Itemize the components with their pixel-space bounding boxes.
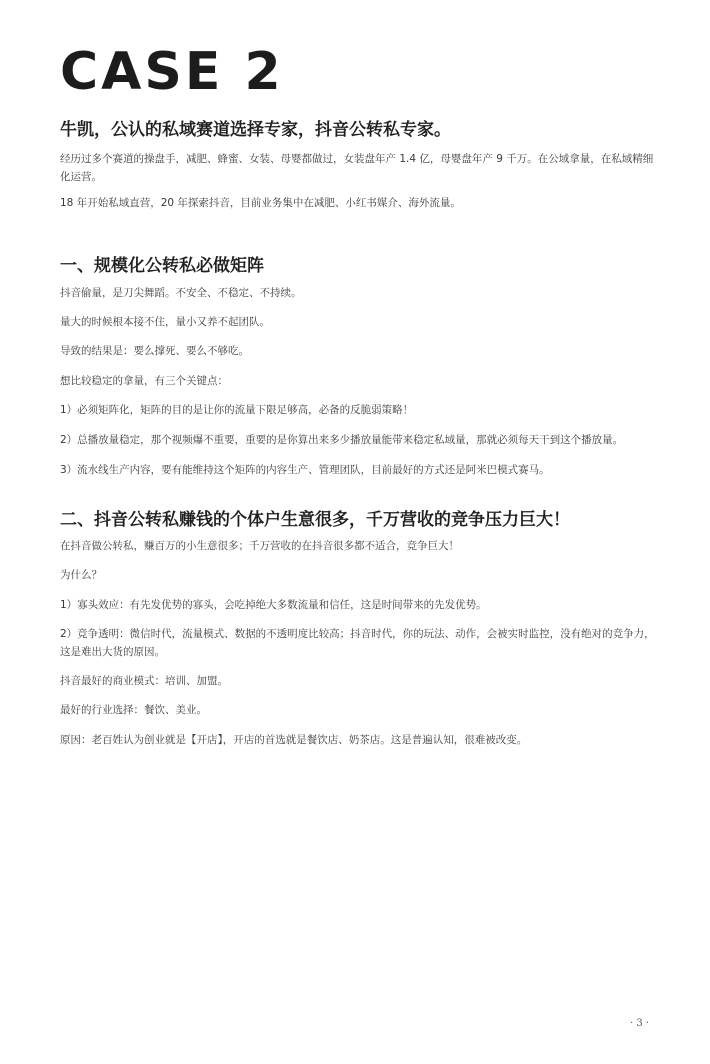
page-number: · 3 · bbox=[630, 1018, 650, 1029]
section2-point-1: 1）寡头效应：有先发优势的寡头，会吃掉绝大多数流量和信任，这是时间带来的先发优势。 bbox=[60, 599, 487, 611]
section2-paragraph-wrap bbox=[60, 672, 660, 690]
section1-paragraph-4: 想比较稳定的拿量，有三个关键点： bbox=[60, 375, 228, 387]
section2-paragraph-wrap bbox=[60, 566, 660, 584]
section2-paragraph-wrap bbox=[60, 731, 660, 749]
section2-paragraph-wrap bbox=[60, 537, 660, 555]
section2-paragraph-6: 最好的行业选择：餐饮、美业。 bbox=[60, 704, 207, 716]
section1-paragraph-wrap bbox=[60, 313, 660, 331]
section1-paragraph-3: 导致的结果是：要么撑死、要么不够吃。 bbox=[60, 345, 249, 357]
section2-heading: 二、抖音公转私赚钱的个体户生意很多，千万营收的竞争压力巨大！ bbox=[60, 510, 570, 530]
section1-point-1: 1）必须矩阵化，矩阵的目的是让你的流量下限足够高，必备的反脆弱策略！ bbox=[60, 404, 414, 416]
section1 bbox=[60, 254, 660, 278]
section1-paragraph-wrap bbox=[60, 461, 660, 479]
section1-point-2: 2）总播放量稳定，那个视频爆不重要，重要的是你算出来多少播放量能带来稳定私域量，那就必须每天干到这个播放量。 bbox=[60, 434, 624, 446]
section2-paragraph-wrap bbox=[60, 596, 660, 614]
section1-paragraph-wrap bbox=[60, 284, 660, 302]
section2-paragraph-1: 在抖音做公转私，赚百万的小生意很多；千万营收的在抖音很多都不适合，竞争巨大！ bbox=[60, 540, 459, 552]
section2-paragraph-2: 为什么？ bbox=[60, 569, 102, 581]
section2 bbox=[60, 508, 660, 532]
intro-section bbox=[60, 118, 660, 142]
section1-paragraph-wrap bbox=[60, 431, 660, 449]
section1-paragraph-2: 量大的时候根本接不住，量小又养不起团队。 bbox=[60, 316, 270, 328]
intro-paragraph bbox=[60, 150, 660, 186]
section2-point-2: 2）竞争透明：微信时代，流量模式、数据的不透明度比较高；抖音时代，你的玩法、动作，会被实时监控，没有绝对的竞争力，这是难出大货的原因。 bbox=[60, 628, 655, 658]
section1-paragraph-wrap bbox=[60, 401, 660, 419]
section2-paragraph-wrap bbox=[60, 701, 660, 719]
case-title: CASE 2 bbox=[60, 42, 284, 102]
section1-paragraph-wrap bbox=[60, 372, 660, 390]
section2-paragraph-wrap bbox=[60, 625, 660, 661]
section1-paragraph-1: 抖音偷量，是刀尖舞蹈。不安全、不稳定、不持续。 bbox=[60, 287, 302, 299]
section1-heading: 一、规模化公转私必做矩阵 bbox=[60, 256, 264, 276]
section1-paragraph-wrap bbox=[60, 342, 660, 360]
section2-paragraph-7: 原因：老百姓认为创业就是【开店】，开店的首选就是餐饮店、奶茶店。这是普遍认知，很难被改变。 bbox=[60, 734, 528, 746]
intro-paragraph-1: 经历过多个赛道的操盘手，减肥、蜂蜜、女装、母婴都做过，女装盘年产 1.4 亿，母婴盘年产 9 千万。在公域拿量，在私域精细化运营。 bbox=[60, 153, 654, 183]
intro-paragraph bbox=[60, 194, 660, 212]
section2-paragraph-5: 抖音最好的商业模式：培训、加盟。 bbox=[60, 675, 228, 687]
intro-paragraph-2: 18 年开始私域直营，20 年探索抖音，目前业务集中在减肥、小红书媒介、海外流量。 bbox=[60, 197, 461, 209]
section1-point-3: 3）流水线生产内容，要有能维持这个矩阵的内容生产、管理团队，目前最好的方式还是阿米巴模式赛马。 bbox=[60, 464, 550, 476]
intro-heading: 牛凯，公认的私域赛道选择专家，抖音公转私专家。 bbox=[60, 120, 451, 140]
